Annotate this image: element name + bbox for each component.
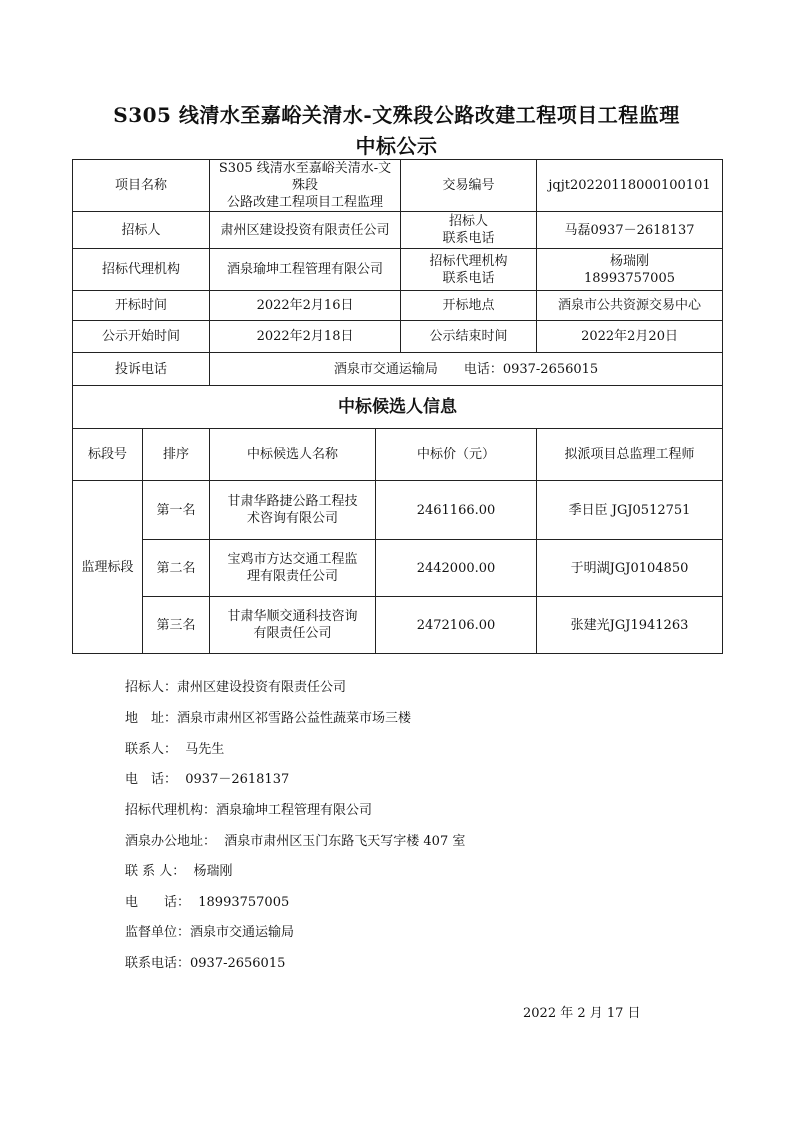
table-row [73, 321, 723, 353]
table-row [73, 481, 723, 540]
agent-phone-label-line2: 联系电话 [442, 270, 495, 286]
agent-phone-label-line1: 招标代理机构 [429, 253, 508, 269]
open-time-value: 2022年2月16日 [210, 291, 401, 321]
project-name-value [210, 160, 401, 212]
col-header-engineer: 拟派项目总监理工程师 [537, 429, 723, 481]
section-title: 中标候选人信息 [73, 386, 723, 429]
tenderer-phone-value: 马磊0937－2618137 [537, 212, 723, 249]
table-header-row [73, 429, 723, 481]
project-name-value-line1: S305 线清水至嘉峪关清水-文殊段 [218, 161, 392, 193]
candidate-name [210, 481, 376, 540]
candidate-name-line1: 甘肃华路捷公路工程技 [227, 494, 358, 509]
table-row [73, 353, 723, 386]
candidate-name [210, 597, 376, 654]
contact-address: 地 址：酒泉市肃州区祁雪路公益性蔬菜市场三楼 [125, 711, 412, 726]
lot-name: 监理标段 [73, 481, 143, 654]
tenderer-value: 肃州区建设投资有限责任公司 [210, 212, 401, 249]
agent-label: 招标代理机构 [73, 249, 210, 291]
document-title-line2: 中标公示 [355, 134, 438, 158]
open-place-value: 酒泉市公共资源交易中心 [537, 291, 723, 321]
candidate-engineer: 季日臣 JGJ0512751 [537, 481, 723, 540]
candidate-engineer: 于明湖JGJ0104850 [537, 540, 723, 597]
contact-person: 联系人： 马先生 [125, 742, 225, 757]
complaint-label: 投诉电话 [73, 353, 210, 386]
candidate-price: 2442000.00 [376, 540, 537, 597]
col-header-candidate: 中标候选人名称 [210, 429, 376, 481]
candidate-price: 2472106.00 [376, 597, 537, 654]
complaint-value: 酒泉市交通运输局 电话：0937-2656015 [210, 353, 723, 386]
contact-supervisor: 监督单位：酒泉市交通运输局 [125, 925, 295, 940]
table-row [73, 597, 723, 654]
contact-supervisor-phone: 联系电话：0937-2656015 [125, 956, 286, 971]
table-row [73, 291, 723, 321]
tenderer-phone-label-line1: 招标人 [449, 214, 489, 229]
candidate-name-line2: 理有限责任公司 [247, 569, 339, 584]
open-place-label: 开标地点 [401, 291, 537, 321]
contact-agent: 招标代理机构：酒泉瑜坤工程管理有限公司 [125, 803, 373, 818]
document-date: 2022 年 2 月 17 日 [523, 1006, 641, 1021]
candidate-name-line2: 有限责任公司 [253, 626, 332, 641]
project-name-value-line2: 公路改建工程项目工程监理 [227, 195, 384, 210]
table-row [73, 540, 723, 597]
candidate-rank: 第三名 [143, 597, 210, 654]
candidate-rank: 第一名 [143, 481, 210, 540]
candidate-price: 2461166.00 [376, 481, 537, 540]
publicity-end-value: 2022年2月20日 [537, 321, 723, 353]
table-row [73, 160, 723, 212]
candidate-name-line1: 宝鸡市方达交通工程监 [227, 552, 358, 567]
contact-agent-address: 酒泉办公地址： 酒泉市肃州区玉门东路飞天写字楼 407 室 [125, 834, 466, 849]
document-title-line1: S305 线清水至嘉峪关清水-文殊段公路改建工程项目工程监理 [113, 103, 680, 127]
contact-tenderer: 招标人：肃州区建设投资有限责任公司 [125, 680, 347, 695]
tenderer-phone-label-line2: 联系电话 [442, 231, 495, 246]
agent-phone-label [401, 249, 537, 291]
candidate-rank: 第二名 [143, 540, 210, 597]
tenderer-label: 招标人 [73, 212, 210, 249]
publicity-start-label: 公示开始时间 [73, 321, 210, 353]
col-header-price: 中标价（元） [376, 429, 537, 481]
open-time-label: 开标时间 [73, 291, 210, 321]
agent-phone-value [537, 249, 723, 291]
col-header-lot: 标段号 [73, 429, 143, 481]
contact-agent-phone: 电 话： 18993757005 [125, 895, 290, 910]
tenderer-phone-label [401, 212, 537, 249]
table-row [73, 212, 723, 249]
agent-contact-name: 杨瑞刚 [610, 253, 650, 269]
col-header-rank: 排序 [143, 429, 210, 481]
trade-no-value: jqjt20220118000100101 [537, 160, 723, 212]
table-row [73, 386, 723, 429]
candidate-name-line1: 甘肃华顺交通科技咨询 [227, 609, 358, 624]
publicity-end-label: 公示结束时间 [401, 321, 537, 353]
contact-agent-person: 联 系 人： 杨瑞刚 [125, 864, 233, 879]
table-row [73, 249, 723, 291]
contact-phone: 电 话： 0937－2618137 [125, 772, 290, 787]
candidate-engineer: 张建光JGJ1941263 [537, 597, 723, 654]
trade-no-label: 交易编号 [401, 160, 537, 212]
agent-value: 酒泉瑜坤工程管理有限公司 [210, 249, 401, 291]
project-name-label: 项目名称 [73, 160, 210, 212]
bid-info-table [72, 159, 723, 654]
candidate-name-line2: 术咨询有限公司 [247, 511, 339, 526]
publicity-start-value: 2022年2月18日 [210, 321, 401, 353]
candidate-name [210, 540, 376, 597]
agent-contact-phone: 18993757005 [584, 270, 675, 286]
